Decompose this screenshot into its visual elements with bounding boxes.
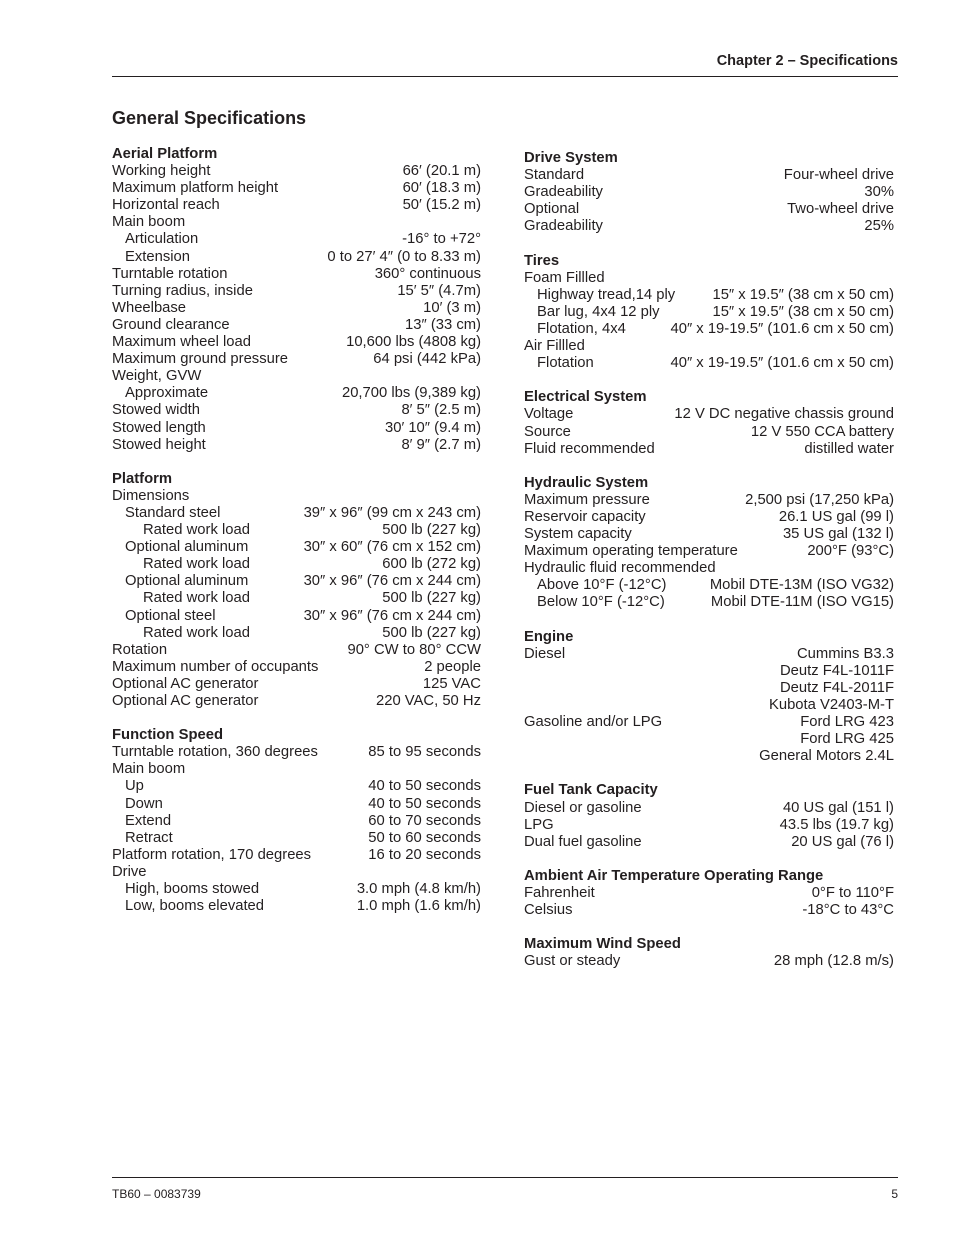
spec-row <box>112 488 481 505</box>
spec-label: High, booms stowed <box>125 881 260 898</box>
spec-row <box>524 902 894 919</box>
spec-value: 64 psi (442 kPa) <box>373 351 481 368</box>
spec-row <box>524 424 894 441</box>
spec-section-aerial-platform <box>112 146 481 454</box>
spec-value: 8′ 5″ (2.5 m) <box>401 402 481 419</box>
spec-value: 40 US gal (151 l) <box>782 799 894 816</box>
spec-label: Optional <box>524 201 580 218</box>
section-title: Tires <box>524 252 560 269</box>
section-title: Ambient Air Temperature Operating Range <box>524 867 824 884</box>
section-title: Maximum Wind Speed <box>524 936 681 953</box>
spec-label: Working height <box>112 163 211 180</box>
spec-value: 15′ 5″ (4.7m) <box>397 282 481 299</box>
spec-row <box>112 180 481 197</box>
spec-row <box>524 304 894 321</box>
spec-row <box>524 697 894 714</box>
spec-label: Maximum operating temperature <box>524 543 738 560</box>
document-number: TB60 – 0083739 <box>112 1187 201 1201</box>
spec-row <box>112 334 481 351</box>
spec-label: Maximum ground pressure <box>112 351 288 368</box>
spec-label: Optional aluminum <box>125 539 249 556</box>
spec-label: Standard <box>524 167 585 184</box>
spec-row <box>112 642 481 659</box>
spec-row <box>112 590 481 607</box>
spec-row <box>524 492 894 509</box>
spec-value: Ford LRG 425 <box>800 731 894 748</box>
spec-row <box>112 556 481 573</box>
spec-value: 30″ x 60″ (76 cm x 152 cm) <box>303 539 481 556</box>
spec-value: 3.0 mph (4.8 km/h) <box>356 881 481 898</box>
spec-label: Up <box>125 778 144 795</box>
spec-row <box>524 817 894 834</box>
spec-row <box>524 218 894 235</box>
spec-label: Drive <box>112 863 147 880</box>
spec-row <box>112 539 481 556</box>
spec-section-drive-system <box>524 150 894 235</box>
spec-value: 500 lb (227 kg) <box>382 522 481 539</box>
spec-value: Mobil DTE-13M (ISO VG32) <box>709 577 894 594</box>
spec-label: Highway tread,14 ply <box>537 286 676 303</box>
spec-label: Celsius <box>524 902 573 919</box>
spec-label: Fahrenheit <box>524 885 595 902</box>
spec-row <box>112 778 481 795</box>
spec-value: 43.5 lbs (19.7 kg) <box>779 816 894 833</box>
spec-value: Deutz F4L-1011F <box>779 662 894 679</box>
spec-label: Gust or steady <box>524 953 621 970</box>
spec-row <box>524 355 894 372</box>
spec-value: 25% <box>864 218 894 235</box>
spec-row <box>524 441 894 458</box>
spec-label: Optional aluminum <box>125 573 249 590</box>
spec-row <box>112 437 481 454</box>
spec-row <box>112 830 481 847</box>
spec-row <box>524 184 894 201</box>
spec-value: Four-wheel drive <box>783 167 894 184</box>
section-title: Engine <box>524 628 574 645</box>
spec-value: 20,700 lbs (9,389 kg) <box>341 385 481 402</box>
spec-label: Optional steel <box>125 607 216 624</box>
spec-label: System capacity <box>524 526 632 543</box>
spec-label: Turning radius, inside <box>112 282 253 299</box>
spec-value: 0 to 27′ 4″ (0 to 8.33 m) <box>327 248 481 265</box>
spec-row <box>112 266 481 283</box>
spec-value: -18°C to 43°C <box>802 902 894 919</box>
spec-value: 16 to 20 seconds <box>368 846 481 863</box>
spec-row <box>112 744 481 761</box>
spec-row <box>524 509 894 526</box>
spec-label: Turntable rotation, 360 degrees <box>112 744 318 761</box>
spec-label: Down <box>125 795 163 812</box>
spec-label: Foam Fillled <box>524 269 605 286</box>
spec-row <box>524 543 894 560</box>
section-title: Platform <box>112 470 173 487</box>
spec-section-maximum-wind-speed <box>524 936 894 970</box>
spec-label: Flotation <box>537 355 594 372</box>
spec-label: Voltage <box>524 406 574 423</box>
spec-label: Optional AC generator <box>112 675 259 692</box>
section-title: Drive System <box>524 150 618 166</box>
spec-value: Deutz F4L-2011F <box>779 679 894 696</box>
spec-label: Maximum number of occupants <box>112 658 319 675</box>
spec-value: Mobil DTE-11M (ISO VG15) <box>710 594 894 611</box>
spec-row <box>112 761 481 778</box>
spec-value: 30′ 10″ (9.4 m) <box>384 419 481 436</box>
spec-value: 26.1 US gal (99 l) <box>778 508 894 525</box>
spec-value: 30% <box>864 184 894 201</box>
spec-label: Flotation, 4x4 <box>537 320 626 337</box>
spec-value: 1.0 mph (1.6 km/h) <box>356 898 481 915</box>
spec-value: 39″ x 96″ (99 cm x 243 cm) <box>303 504 481 521</box>
spec-value: 50 to 60 seconds <box>368 829 481 846</box>
spec-label: Ground clearance <box>112 316 230 333</box>
spec-section-ambient-air-temperature-operating-range <box>524 868 894 919</box>
spec-value: 40″ x 19-19.5″ (101.6 cm x 50 cm) <box>670 320 894 337</box>
spec-row <box>524 663 894 680</box>
spec-row <box>524 406 894 423</box>
spec-value: distilled water <box>804 440 894 457</box>
spec-row <box>112 317 481 334</box>
spec-label: Extension <box>125 248 190 265</box>
spec-value: 15″ x 19.5″ (38 cm x 50 cm) <box>712 303 894 320</box>
spec-value: 8′ 9″ (2.7 m) <box>401 436 481 453</box>
spec-label: Stowed width <box>112 402 201 419</box>
spec-value: 28 mph (12.8 m/s) <box>773 953 894 970</box>
spec-label: Extend <box>125 812 172 829</box>
spec-label: Horizontal reach <box>112 197 220 214</box>
left-spec-column <box>112 146 481 932</box>
page-footer <box>112 1177 898 1201</box>
spec-row <box>524 167 894 184</box>
spec-value: 500 lb (227 kg) <box>382 590 481 607</box>
spec-row <box>112 608 481 625</box>
spec-label: Rated work load <box>143 590 250 607</box>
spec-row <box>524 885 894 902</box>
spec-label: Fluid recommended <box>524 440 655 457</box>
spec-row <box>524 560 894 577</box>
spec-value: 600 lb (272 kg) <box>382 556 481 573</box>
spec-label: Dual fuel gasoline <box>524 833 642 850</box>
spec-section-function-speed <box>112 727 481 915</box>
spec-row <box>112 163 481 180</box>
spec-label: Main boom <box>112 761 186 778</box>
spec-label: Rotation <box>112 641 168 658</box>
spec-section-hydraulic-system <box>524 475 894 612</box>
spec-section-fuel-tank-capacity <box>524 782 894 850</box>
spec-row <box>524 270 894 287</box>
spec-row <box>524 594 894 611</box>
spec-row <box>524 680 894 697</box>
section-title: Hydraulic System <box>524 474 649 491</box>
section-title: Electrical System <box>524 389 647 406</box>
spec-label: Gasoline and/or LPG <box>524 714 663 731</box>
page-header <box>112 52 898 77</box>
spec-value: 35 US gal (132 l) <box>782 526 894 543</box>
spec-row <box>112 573 481 590</box>
spec-label: Stowed length <box>112 419 206 436</box>
spec-label: Below 10°F (-12°C) <box>537 594 665 611</box>
spec-row <box>112 214 481 231</box>
spec-label: Maximum pressure <box>524 491 650 508</box>
spec-value: 12 V DC negative chassis ground <box>674 406 894 423</box>
spec-label: Optional AC generator <box>112 693 259 709</box>
spec-value: Two-wheel drive <box>787 201 894 218</box>
spec-row <box>112 351 481 368</box>
spec-label: Diesel <box>524 645 566 662</box>
spec-value: 30″ x 96″ (76 cm x 244 cm) <box>303 573 481 590</box>
spec-row <box>524 201 894 218</box>
section-title: Fuel Tank Capacity <box>524 782 658 799</box>
spec-label: Platform rotation, 170 degrees <box>112 846 312 863</box>
spec-value: 60′ (18.3 m) <box>402 180 481 197</box>
spec-row <box>112 283 481 300</box>
spec-row <box>524 800 894 817</box>
spec-value: 15″ x 19.5″ (38 cm x 50 cm) <box>712 286 894 303</box>
spec-row <box>524 731 894 748</box>
spec-value: 30″ x 96″ (76 cm x 244 cm) <box>303 607 481 624</box>
spec-value: 2 people <box>424 658 481 675</box>
spec-row <box>524 714 894 731</box>
spec-label: Source <box>524 423 571 440</box>
section-title: Aerial Platform <box>112 146 218 162</box>
spec-section-electrical-system <box>524 389 894 457</box>
spec-row <box>112 625 481 642</box>
spec-row <box>524 321 894 338</box>
spec-value: 60 to 70 seconds <box>368 812 481 829</box>
chapter-title: Chapter 2 – Specifications <box>716 53 898 69</box>
spec-label: Rated work load <box>143 522 250 539</box>
spec-row <box>112 300 481 317</box>
spec-row <box>112 847 481 864</box>
spec-row <box>524 338 894 355</box>
spec-value: Ford LRG 423 <box>800 714 894 731</box>
spec-label: Hydraulic fluid recommended <box>524 560 716 577</box>
spec-row <box>112 864 481 881</box>
spec-value: General Motors 2.4L <box>759 748 894 765</box>
spec-label: Gradeability <box>524 184 603 201</box>
spec-label: Dimensions <box>112 487 190 504</box>
spec-value: 10′ (3 m) <box>423 299 481 316</box>
spec-label: Standard steel <box>125 504 221 521</box>
spec-row <box>524 577 894 594</box>
spec-value: 90° CW to 80° CCW <box>347 641 481 658</box>
spec-label: LPG <box>524 816 554 833</box>
spec-label: Low, booms elevated <box>125 898 265 915</box>
spec-value: 220 VAC, 50 Hz <box>375 693 481 709</box>
spec-value: 10,600 lbs (4808 kg) <box>346 334 481 351</box>
spec-value: 500 lb (227 kg) <box>382 624 481 641</box>
spec-label: Air Fillled <box>524 338 585 355</box>
spec-value: 85 to 95 seconds <box>368 744 481 761</box>
spec-value: 2,500 psi (17,250 kPa) <box>745 491 894 508</box>
page-title: General Specifications <box>112 108 307 128</box>
spec-value: 0°F to 110°F <box>811 885 894 902</box>
spec-value: 12 V 550 CCA battery <box>750 423 894 440</box>
spec-label: Maximum platform height <box>112 180 279 197</box>
spec-section-tires <box>524 253 894 373</box>
spec-label: Main boom <box>112 214 186 231</box>
spec-row <box>112 881 481 898</box>
spec-value: 40 to 50 seconds <box>368 778 481 795</box>
spec-row <box>112 197 481 214</box>
spec-value: 13″ (33 cm) <box>405 316 481 333</box>
spec-label: Rated work load <box>143 556 250 573</box>
spec-row <box>112 505 481 522</box>
spec-row <box>112 368 481 385</box>
spec-label: Bar lug, 4x4 12 ply <box>537 303 660 320</box>
spec-value: 40 to 50 seconds <box>368 795 481 812</box>
spec-row <box>112 796 481 813</box>
spec-row <box>112 522 481 539</box>
spec-row <box>112 898 481 915</box>
spec-section-engine <box>524 629 894 766</box>
spec-label: Gradeability <box>524 218 603 235</box>
spec-value: 50′ (15.2 m) <box>402 197 481 214</box>
spec-row <box>112 813 481 830</box>
spec-row <box>112 693 481 710</box>
right-spec-column <box>524 150 894 988</box>
spec-label: Above 10°F (-12°C) <box>537 577 667 594</box>
spec-value: 200°F (93°C) <box>807 543 894 560</box>
spec-row <box>112 420 481 437</box>
spec-label: Approximate <box>125 385 209 402</box>
spec-label: Articulation <box>125 231 199 248</box>
spec-row <box>524 287 894 304</box>
spec-value: 66′ (20.1 m) <box>402 163 481 180</box>
spec-value: 360° continuous <box>374 265 481 282</box>
spec-value: 20 US gal (76 l) <box>791 833 894 850</box>
spec-row <box>112 659 481 676</box>
spec-row <box>112 676 481 693</box>
spec-label: Rated work load <box>143 624 250 641</box>
spec-value: 125 VAC <box>422 675 481 692</box>
spec-row <box>524 834 894 851</box>
spec-label: Stowed height <box>112 436 206 453</box>
section-title: Function Speed <box>112 727 223 744</box>
page-number: 5 <box>891 1187 898 1201</box>
spec-row <box>524 953 894 970</box>
spec-row <box>112 249 481 266</box>
spec-label: Diesel or gasoline <box>524 799 642 816</box>
spec-row <box>112 231 481 248</box>
spec-value: 40″ x 19-19.5″ (101.6 cm x 50 cm) <box>670 355 894 372</box>
spec-section-platform <box>112 471 481 710</box>
spec-value: -16° to +72° <box>402 231 481 248</box>
spec-label: Retract <box>125 829 173 846</box>
spec-row <box>112 402 481 419</box>
spec-label: Wheelbase <box>112 299 187 316</box>
spec-row <box>524 646 894 663</box>
spec-label: Turntable rotation <box>112 265 228 282</box>
spec-label: Maximum wheel load <box>112 334 251 351</box>
spec-value: Kubota V2403-M-T <box>768 697 894 713</box>
spec-label: Reservoir capacity <box>524 508 646 525</box>
spec-row <box>112 385 481 402</box>
spec-row <box>524 748 894 765</box>
spec-row <box>524 526 894 543</box>
spec-label: Weight, GVW <box>112 368 202 385</box>
spec-value: Cummins B3.3 <box>796 645 894 662</box>
